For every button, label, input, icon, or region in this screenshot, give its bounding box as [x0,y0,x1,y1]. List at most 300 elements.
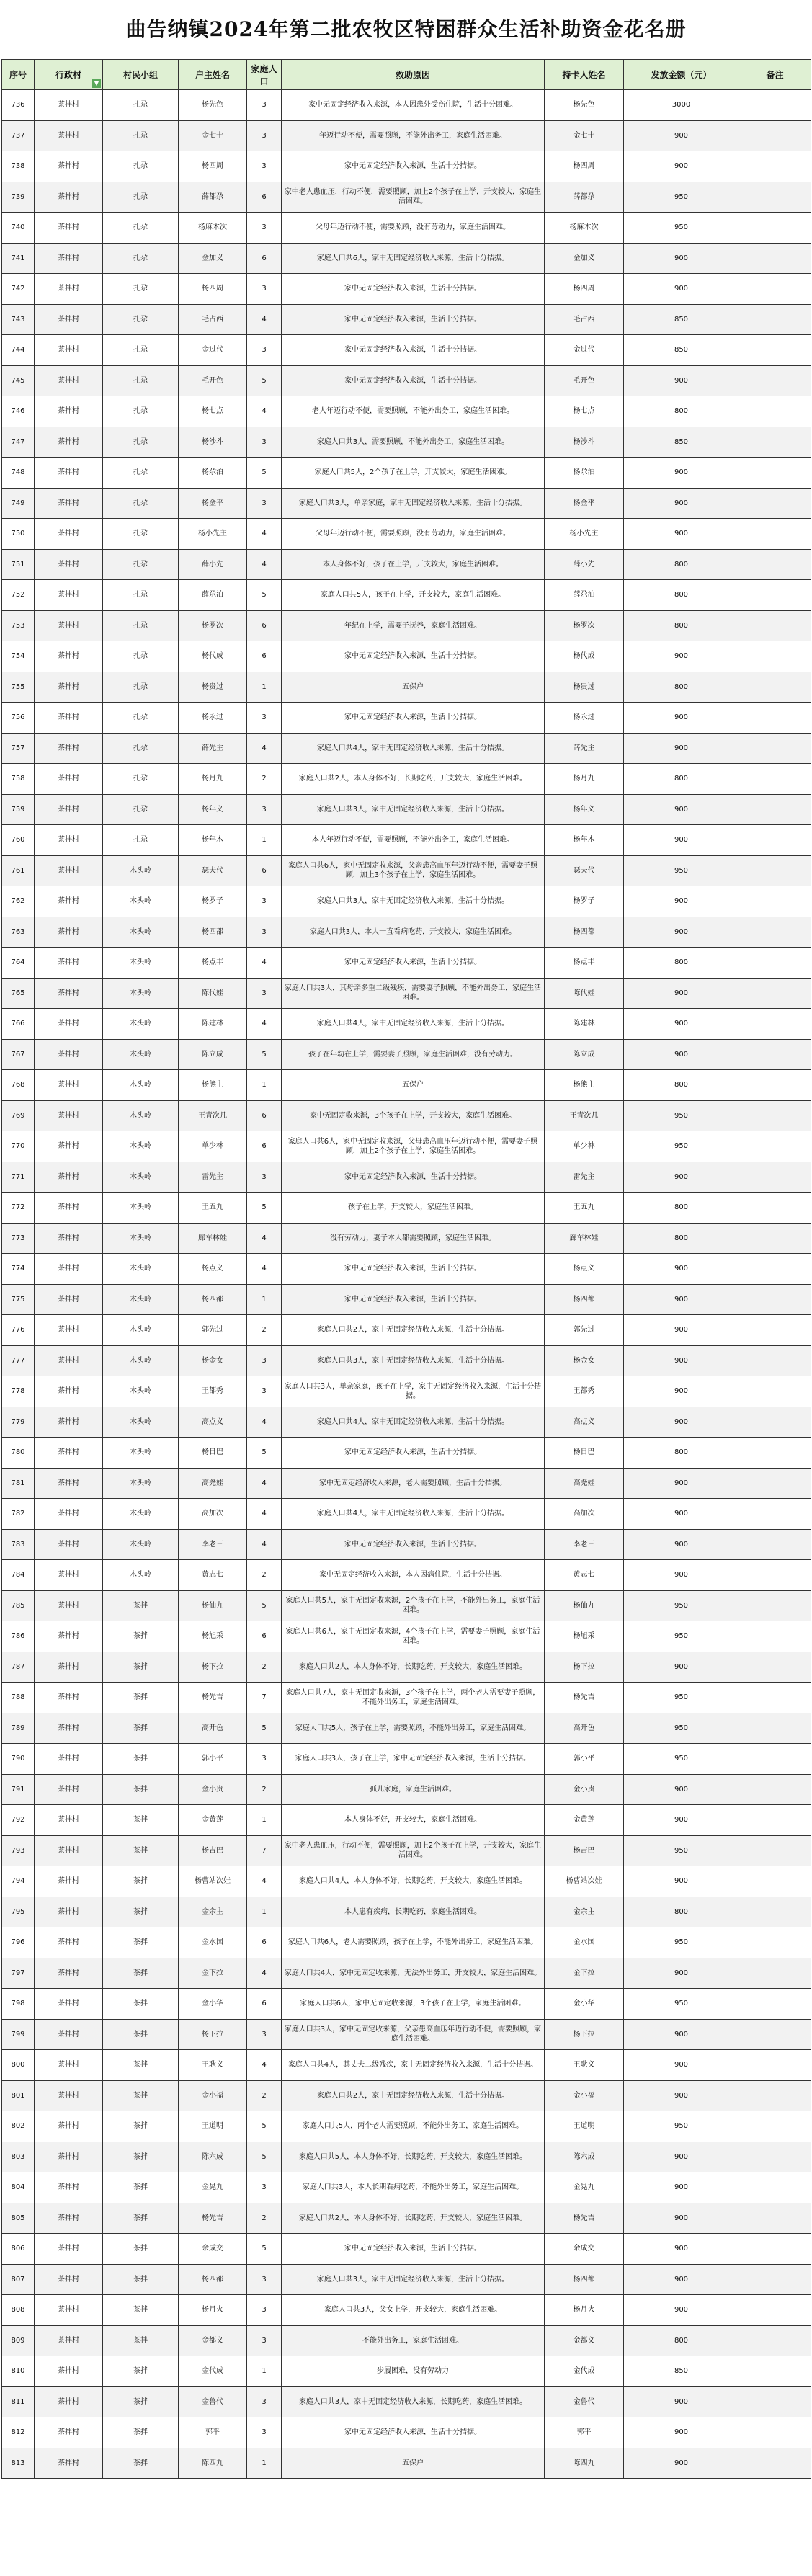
table-row [2,764,811,795]
cell-reason: 家庭人口共3人，家中无固定收来源，父亲患高血压年迈行动不便，需要照顾，家庭生活困难。 [282,2019,545,2050]
cell-householder: 黄志七 [179,1560,247,1591]
cell-householder: 陈四九 [179,2448,247,2479]
cell-index: 771 [2,1162,35,1193]
cell-reason: 步履困难，没有劳动力 [282,2356,545,2387]
cell-index: 758 [2,764,35,795]
table-row [2,1468,811,1499]
cell-index: 753 [2,610,35,641]
cell-cardholder: 杨月九 [545,764,624,795]
cell-reason: 家中无固定经济收入来源，生活十分拮据。 [282,2417,545,2448]
cell-group: 茶拌 [103,2356,179,2387]
cell-remarks [739,396,811,427]
table-row [2,1223,811,1254]
cell-village: 茶拌村 [35,90,103,121]
cell-cardholder: 杨金平 [545,488,624,519]
table-row [2,427,811,458]
cell-group: 茶拌 [103,2142,179,2172]
cell-family-size: 5 [247,1039,282,1070]
cell-amount: 950 [624,1683,739,1713]
cell-village: 茶拌村 [35,2080,103,2111]
cell-remarks [739,1284,811,1315]
cell-reason: 家庭人口共3人，家中无固定经济收入来源，生活十分拮据。 [282,1345,545,1376]
cell-reason: 家庭人口共6人，家中无固定经济收入来源，生活十分拮据。 [282,243,545,274]
cell-householder: 陈立成 [179,1039,247,1070]
cell-reason: 家庭人口共3人，家中无固定经济收入来源，生活十分拮据。 [282,886,545,917]
table-row [2,2386,811,2417]
cell-householder: 陈六成 [179,2142,247,2172]
table-row [2,1315,811,1346]
cell-village: 茶拌村 [35,794,103,825]
cell-group: 木头岭 [103,1193,179,1224]
cell-householder: 陈代娃 [179,978,247,1009]
cell-index: 754 [2,641,35,672]
cell-reason: 老人年迈行动不便，需要照顾，不能外出务工，家庭生活困难。 [282,396,545,427]
cell-family-size: 4 [247,1254,282,1285]
col-header-remarks: 备注 [739,60,811,90]
cell-family-size: 5 [247,2142,282,2172]
cell-remarks [739,1039,811,1070]
cell-householder: 王五九 [179,1193,247,1224]
cell-remarks [739,2111,811,2142]
cell-village: 茶拌村 [35,274,103,305]
cell-householder: 杨四周 [179,274,247,305]
cell-amount: 900 [624,1866,739,1897]
cell-village: 茶拌村 [35,1284,103,1315]
cell-amount: 900 [624,1345,739,1376]
cell-remarks [739,2264,811,2295]
cell-remarks [739,733,811,764]
cell-group: 扎尕 [103,335,179,366]
cell-householder: 杨四都 [179,1284,247,1315]
cell-family-size: 6 [247,182,282,213]
cell-householder: 杨先吉 [179,2203,247,2234]
cell-group: 木头岭 [103,1376,179,1407]
cell-amount: 950 [624,2111,739,2142]
cell-amount: 900 [624,2448,739,2479]
cell-index: 801 [2,2080,35,2111]
table-row [2,2172,811,2203]
cell-amount: 900 [624,825,739,856]
cell-householder: 余成交 [179,2234,247,2265]
cell-reason: 家庭人口共6人，家中无固定收来源，父亲患高血压年迈行动不便，需要妻子照顾，加上3个孩子在上学，家庭生活困难。 [282,855,545,886]
cell-village: 茶拌村 [35,1039,103,1070]
cell-index: 744 [2,335,35,366]
cell-village: 茶拌村 [35,2264,103,2295]
table-row [2,1774,811,1805]
cell-village: 茶拌村 [35,764,103,795]
cell-group: 茶拌 [103,2386,179,2417]
cell-householder: 金小贵 [179,1774,247,1805]
cell-householder: 薛都尕 [179,182,247,213]
table-row [2,1162,811,1193]
cell-index: 749 [2,488,35,519]
table-row [2,2142,811,2172]
table-row [2,120,811,151]
cell-reason: 家庭人口共4人，家中无固定经济收入来源，生活十分拮据。 [282,1009,545,1040]
cell-group: 茶拌 [103,1774,179,1805]
cell-amount: 900 [624,978,739,1009]
table-row [2,1070,811,1101]
cell-index: 739 [2,182,35,213]
cell-cardholder: 王青次几 [545,1100,624,1131]
cell-remarks [739,855,811,886]
table-row [2,1529,811,1560]
cell-group: 扎尕 [103,458,179,489]
cell-index: 811 [2,2386,35,2417]
cell-reason: 家中无固定经济收入来源，生活十分拮据。 [282,151,545,182]
cell-householder: 高点义 [179,1407,247,1438]
cell-cardholder: 杨先色 [545,90,624,121]
table-row [2,2417,811,2448]
cell-remarks [739,1560,811,1591]
cell-amount: 900 [624,274,739,305]
cell-group: 扎尕 [103,274,179,305]
cell-group: 茶拌 [103,2080,179,2111]
table-row [2,641,811,672]
cell-remarks [739,427,811,458]
cell-village: 茶拌村 [35,1866,103,1897]
cell-householder: 金小华 [179,1989,247,2020]
cell-family-size: 3 [247,794,282,825]
cell-group: 扎尕 [103,151,179,182]
cell-reason: 家中无固定经济收入来源，生活十分拮据。 [282,1438,545,1469]
cell-family-size: 3 [247,120,282,151]
cell-family-size: 2 [247,1652,282,1683]
cell-amount: 900 [624,1468,739,1499]
cell-remarks [739,1652,811,1683]
cell-village: 茶拌村 [35,886,103,917]
cell-group: 扎尕 [103,120,179,151]
table-row [2,2234,811,2265]
cell-family-size: 4 [247,1499,282,1530]
cell-householder: 杨下拉 [179,1652,247,1683]
cell-reason: 家中无固定经济收入来源，生活十分拮据。 [282,1162,545,1193]
cell-family-size: 2 [247,1560,282,1591]
cell-householder: 杨旭采 [179,1621,247,1652]
cell-householder: 杨先吉 [179,1683,247,1713]
cell-village: 茶拌村 [35,1744,103,1775]
cell-cardholder: 杨日巴 [545,1438,624,1469]
table-row [2,2295,811,2326]
cell-family-size: 5 [247,1713,282,1744]
cell-cardholder: 高加次 [545,1499,624,1530]
cell-cardholder: 瑟夫代 [545,855,624,886]
cell-village: 茶拌村 [35,2295,103,2326]
cell-cardholder: 陈建林 [545,1009,624,1040]
cell-householder: 金都义 [179,2325,247,2356]
cell-family-size: 1 [247,1070,282,1101]
cell-village: 茶拌村 [35,1193,103,1224]
cell-remarks [739,825,811,856]
cell-amount: 850 [624,427,739,458]
cell-householder: 杨年木 [179,825,247,856]
cell-householder: 廊车林娃 [179,1223,247,1254]
cell-householder: 王道明 [179,2111,247,2142]
cell-cardholder: 杨吉巴 [545,1835,624,1866]
cell-reason: 家庭人口共3人，孩子在上学，家中无固定经济收入来源，生活十分拮据。 [282,1744,545,1775]
cell-amount: 950 [624,1927,739,1958]
cell-cardholder: 金小福 [545,2080,624,2111]
cell-family-size: 3 [247,2172,282,2203]
cell-householder: 高开色 [179,1713,247,1744]
cell-remarks [739,1774,811,1805]
cell-village: 茶拌村 [35,1652,103,1683]
cell-householder: 杨金女 [179,1345,247,1376]
cell-family-size: 4 [247,1009,282,1040]
cell-reason: 家庭人口共5人，2个孩子在上学，开支较大，家庭生活困难。 [282,458,545,489]
cell-family-size: 5 [247,1193,282,1224]
cell-family-size: 3 [247,335,282,366]
cell-amount: 950 [624,1713,739,1744]
cell-amount: 900 [624,1805,739,1836]
cell-index: 756 [2,703,35,734]
cell-remarks [739,1100,811,1131]
cell-remarks [739,2234,811,2265]
cell-index: 752 [2,580,35,611]
table-row [2,610,811,641]
cell-amount: 900 [624,1162,739,1193]
cell-reason: 家庭人口共2人，家中无固定经济收入来源，生活十分拮据。 [282,2080,545,2111]
cell-remarks [739,488,811,519]
cell-village: 茶拌村 [35,151,103,182]
table-row [2,243,811,274]
cell-householder: 薛尕泊 [179,580,247,611]
cell-amount: 800 [624,1438,739,1469]
cell-family-size: 3 [247,1162,282,1193]
cell-group: 扎尕 [103,243,179,274]
cell-reason: 五保户 [282,672,545,703]
cell-amount: 850 [624,304,739,335]
cell-remarks [739,1254,811,1285]
cell-remarks [739,335,811,366]
table-row [2,1345,811,1376]
cell-remarks [739,672,811,703]
cell-remarks [739,151,811,182]
cell-family-size: 3 [247,2295,282,2326]
cell-remarks [739,978,811,1009]
cell-remarks [739,1438,811,1469]
cell-remarks [739,2386,811,2417]
cell-family-size: 3 [247,2417,282,2448]
cell-village: 茶拌村 [35,519,103,550]
cell-cardholder: 金鲁代 [545,2386,624,2417]
cell-group: 茶拌 [103,2325,179,2356]
cell-group: 茶拌 [103,2172,179,2203]
cell-index: 797 [2,1958,35,1989]
cell-group: 茶拌 [103,1744,179,1775]
cell-amount: 3000 [624,90,739,121]
cell-index: 785 [2,1590,35,1621]
cell-householder: 杨月火 [179,2295,247,2326]
cell-amount: 900 [624,2234,739,2265]
cell-village: 茶拌村 [35,610,103,641]
cell-reason: 家庭人口共2人，本人身体不好，长期吃药，开支较大，家庭生活困难。 [282,1652,545,1683]
cell-group: 木头岭 [103,1131,179,1162]
cell-remarks [739,764,811,795]
cell-village: 茶拌村 [35,1927,103,1958]
cell-remarks [739,182,811,213]
table-row [2,2448,811,2479]
cell-family-size: 1 [247,1284,282,1315]
cell-village: 茶拌村 [35,1897,103,1927]
cell-group: 茶拌 [103,2019,179,2050]
cell-remarks [739,2019,811,2050]
table-row [2,1039,811,1070]
table-row [2,1100,811,1131]
cell-index: 766 [2,1009,35,1040]
cell-cardholder: 高开色 [545,1713,624,1744]
cell-group: 扎尕 [103,213,179,244]
cell-family-size: 3 [247,2386,282,2417]
cell-group: 木头岭 [103,917,179,948]
cell-cardholder: 杨年义 [545,794,624,825]
cell-householder: 金鲁代 [179,2386,247,2417]
cell-reason: 家庭人口共2人，家中无固定经济收入来源，生活十分拮据。 [282,1315,545,1346]
cell-reason: 没有劳动力，妻子本人都需要照顾，家庭生活困难。 [282,1223,545,1254]
cell-reason: 家庭人口共4人，家中无固定经济收入来源，生活十分拮据。 [282,1407,545,1438]
cell-reason: 家庭人口共6人，老人需要照顾，孩子在上学，不能外出务工，家庭生活困难。 [282,1927,545,1958]
cell-remarks [739,2295,811,2326]
cell-amount: 900 [624,120,739,151]
table-row [2,365,811,396]
cell-remarks [739,1345,811,1376]
table-row [2,549,811,580]
table-row [2,1744,811,1775]
cell-householder: 杨贵过 [179,672,247,703]
cell-cardholder: 王耿义 [545,2050,624,2081]
cell-reason: 家中无固定经济收入来源，本人因病住院，生活十分拮据。 [282,1560,545,1591]
cell-family-size: 3 [247,886,282,917]
cell-reason: 家庭人口共6人，家中无固定收来源，3个孩子在上学，家庭生活困难。 [282,1989,545,2020]
cell-cardholder: 薛先主 [545,733,624,764]
cell-householder: 杨七点 [179,396,247,427]
cell-cardholder: 金小贵 [545,1774,624,1805]
cell-index: 802 [2,2111,35,2142]
cell-remarks [739,1621,811,1652]
cell-reason: 家中老人患血压，行动不便，需要照顾，加上2个孩子在上学，开支较大，家庭生活困难。 [282,182,545,213]
cell-village: 茶拌村 [35,1683,103,1713]
cell-amount: 950 [624,855,739,886]
cell-index: 806 [2,2234,35,2265]
cell-family-size: 5 [247,1590,282,1621]
cell-group: 木头岭 [103,948,179,979]
cell-remarks [739,1499,811,1530]
cell-cardholder: 金黄莲 [545,1805,624,1836]
table-row [2,2080,811,2111]
cell-reason: 家中无固定经济收入来源，生活十分拮据。 [282,703,545,734]
cell-index: 757 [2,733,35,764]
cell-householder: 瑟夫代 [179,855,247,886]
cell-amount: 900 [624,733,739,764]
cell-index: 780 [2,1438,35,1469]
cell-village: 茶拌村 [35,335,103,366]
cell-amount: 950 [624,182,739,213]
cell-householder: 杨四都 [179,2264,247,2295]
table-row [2,213,811,244]
cell-amount: 900 [624,2203,739,2234]
cell-village: 茶拌村 [35,1499,103,1530]
cell-cardholder: 金代成 [545,2356,624,2387]
cell-reason: 年迈行动不便，需要照顾，不能外出务工，家庭生活困难。 [282,120,545,151]
cell-reason: 五保户 [282,2448,545,2479]
cell-index: 760 [2,825,35,856]
cell-amount: 900 [624,1376,739,1407]
cell-amount: 900 [624,519,739,550]
cell-cardholder: 王五九 [545,1193,624,1224]
cell-index: 765 [2,978,35,1009]
cell-amount: 950 [624,1989,739,2020]
cell-cardholder: 杨仙九 [545,1590,624,1621]
cell-index: 762 [2,886,35,917]
cell-cardholder: 杨金女 [545,1345,624,1376]
cell-remarks [739,1162,811,1193]
cell-reason: 家庭人口共6人，家中无固定收来源，4个孩子在上学，需要妻子照顾，家庭生活困难。 [282,1621,545,1652]
cell-reason: 年纪在上学，需要子抚养，家庭生活困难。 [282,610,545,641]
cell-cardholder: 廊车林娃 [545,1223,624,1254]
cell-group: 扎尕 [103,519,179,550]
cell-remarks [739,1927,811,1958]
cell-village: 茶拌村 [35,1774,103,1805]
cell-family-size: 3 [247,1345,282,1376]
cell-index: 773 [2,1223,35,1254]
cell-amount: 900 [624,886,739,917]
cell-reason: 家庭人口共3人，单亲家庭，孩子在上学，家中无固定经济收入来源，生活十分拮据。 [282,1376,545,1407]
cell-cardholder: 杨代成 [545,641,624,672]
cell-village: 茶拌村 [35,733,103,764]
cell-village: 茶拌村 [35,427,103,458]
col-header-village[interactable] [35,60,103,90]
cell-index: 803 [2,2142,35,2172]
cell-village: 茶拌村 [35,2142,103,2172]
table-row [2,1958,811,1989]
filter-dropdown-icon[interactable]: ▼ [92,79,101,88]
cell-index: 755 [2,672,35,703]
cell-index: 808 [2,2295,35,2326]
cell-householder: 杨点丰 [179,948,247,979]
cell-family-size: 3 [247,917,282,948]
cell-index: 776 [2,1315,35,1346]
cell-amount: 850 [624,2356,739,2387]
cell-reason: 家庭人口共4人，家中无固定经济收入来源，生活十分拮据。 [282,733,545,764]
cell-cardholder: 薛小先 [545,549,624,580]
cell-reason: 家中无固定收来源，3个孩子在上学，开支较大，家庭生活困难。 [282,1100,545,1131]
cell-remarks [739,1468,811,1499]
cell-index: 741 [2,243,35,274]
cell-group: 木头岭 [103,1499,179,1530]
cell-family-size: 2 [247,2080,282,2111]
cell-householder: 杨吉巴 [179,1835,247,1866]
cell-village: 茶拌村 [35,2417,103,2448]
col-header-index: 序号 [2,60,35,90]
cell-group: 扎尕 [103,365,179,396]
cell-remarks [739,304,811,335]
cell-reason: 家庭人口共3人，家中无固定经济收入来源，生活十分拮据。 [282,2264,545,2295]
cell-cardholder: 金加义 [545,243,624,274]
cell-index: 792 [2,1805,35,1836]
cell-householder: 杨年义 [179,794,247,825]
cell-reason: 家庭人口共3人，本人长期看病吃药，不能外出务工，家庭生活困难。 [282,2172,545,2203]
cell-householder: 金七十 [179,120,247,151]
cell-index: 777 [2,1345,35,1376]
cell-village: 茶拌村 [35,1529,103,1560]
cell-amount: 800 [624,610,739,641]
cell-householder: 金代成 [179,2356,247,2387]
cell-remarks [739,1407,811,1438]
cell-family-size: 3 [247,488,282,519]
cell-cardholder: 郭平 [545,2417,624,2448]
cell-reason: 孩子在年幼在上学，需要妻子照顾，家庭生活困难，没有劳动力。 [282,1039,545,1070]
cell-householder: 杨罗子 [179,886,247,917]
